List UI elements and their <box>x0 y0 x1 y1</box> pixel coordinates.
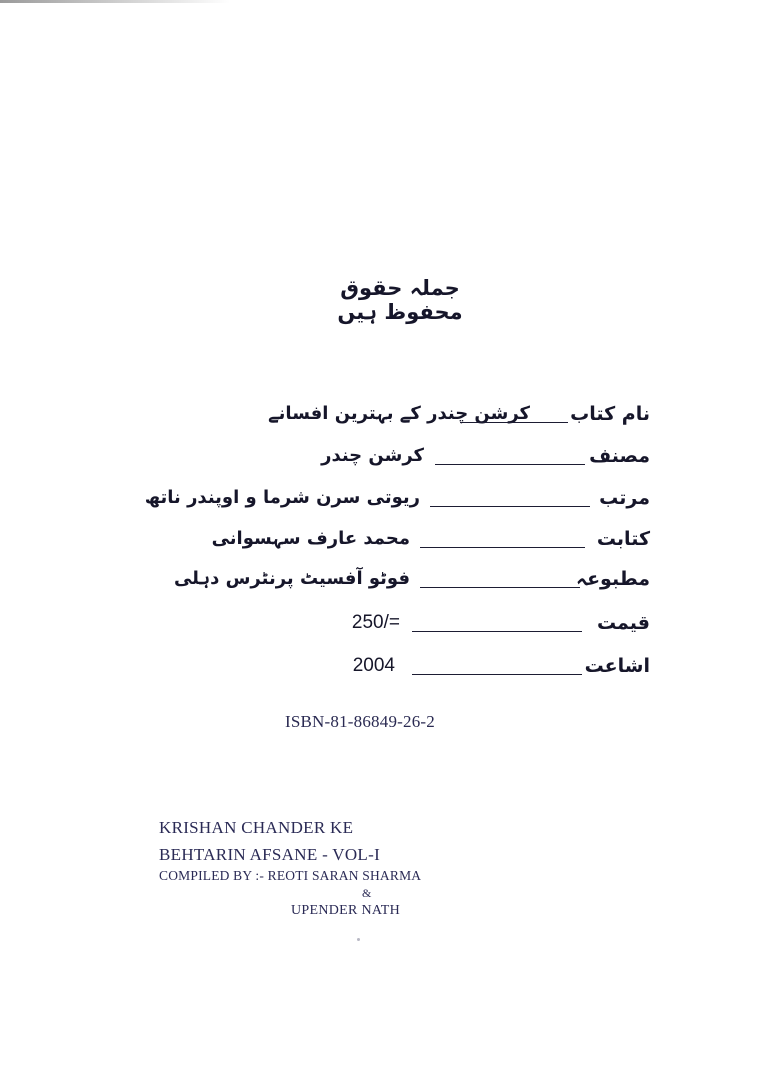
scan-edge-shadow <box>0 0 230 3</box>
price-value: 250/= <box>351 612 400 633</box>
detail-row-book-name <box>180 403 650 439</box>
book-name-label: نام کتاب <box>570 403 650 425</box>
detail-row-price <box>180 612 650 648</box>
compiler-value: ریوتی سرن شرما و اوپندر ناتھ <box>144 487 420 508</box>
calligraphy-label: کتابت <box>596 528 650 550</box>
book-name-value: کرشن چندر کے بہترین افسانے <box>268 403 530 424</box>
leader-line <box>420 547 585 548</box>
ampersand: & <box>362 886 372 900</box>
english-title-line-2: BEHTARIN AFSANE - VOL-I <box>159 845 381 864</box>
price-label: قیمت <box>596 612 650 634</box>
compiler-label: مرتب <box>599 487 650 509</box>
compiled-by-line: COMPILED BY :- REOTI SARAN SHARMA <box>159 868 422 883</box>
isbn: ISBN-81-86849-26-2 <box>285 712 435 731</box>
publication-year-value: 2004 <box>352 655 395 676</box>
author-label: مصنف <box>589 445 650 467</box>
detail-row-author <box>180 445 650 481</box>
leader-line <box>412 631 582 632</box>
printed-by-label: مطبوعہ <box>575 568 650 590</box>
leader-line <box>420 587 580 588</box>
publication-label: اشاعت <box>584 655 650 677</box>
second-compiler: UPENDER NATH <box>291 903 400 918</box>
leader-line <box>430 506 590 507</box>
rights-reserved-notice: جملہ حقوق محفوظ ہیں <box>337 276 463 324</box>
leader-line <box>460 422 568 423</box>
printed-by-value: فوٹو آفسیٹ پرنٹرس دہلی <box>173 568 410 589</box>
leader-line <box>435 464 585 465</box>
detail-row-compiler <box>144 487 650 523</box>
author-value: کرشن چندر <box>321 445 424 466</box>
english-title-line-1: KRISHAN CHANDER KE <box>159 818 354 837</box>
detail-row-publication <box>180 655 650 691</box>
leader-line <box>412 674 582 675</box>
calligraphy-value: محمد عارف سہسوانی <box>211 528 410 549</box>
scan-speck <box>357 938 360 941</box>
detail-row-calligraphy <box>180 528 650 564</box>
detail-row-printed-by <box>173 568 650 604</box>
